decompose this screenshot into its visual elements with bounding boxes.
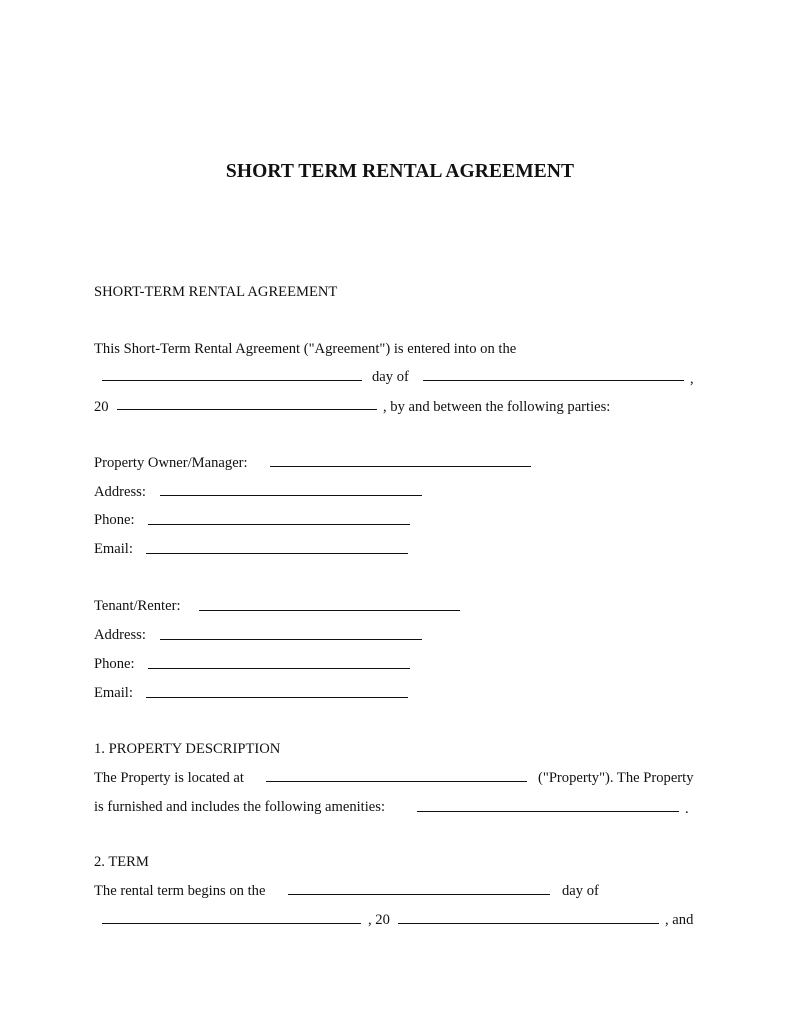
tenant-phone-label: Phone: — [94, 656, 135, 672]
intro-line: This Short-Term Rental Agreement ("Agreement") is entered into on the — [94, 341, 517, 357]
section1-period: . — [685, 801, 689, 817]
property-address-blank[interactable] — [266, 781, 527, 782]
amenities-blank[interactable] — [417, 811, 679, 812]
section2-year-prefix: , 20 — [368, 912, 390, 928]
owner-phone-label: Phone: — [94, 512, 135, 528]
term-start-day-blank[interactable] — [288, 894, 550, 895]
tenant-label: Tenant/Renter: — [94, 598, 181, 614]
section2-and: , and — [665, 912, 694, 928]
intro-year-prefix: 20 — [94, 399, 109, 415]
intro-year-blank[interactable] — [117, 409, 377, 410]
tenant-email-label: Email: — [94, 685, 133, 701]
tenant-phone-blank[interactable] — [148, 668, 410, 669]
document-title: SHORT TERM RENTAL AGREEMENT — [225, 161, 575, 182]
intro-month-blank[interactable] — [423, 380, 684, 381]
section1-property-tail: ("Property"). The Property — [538, 770, 694, 786]
intro-comma: , — [690, 371, 694, 387]
intro-day-of-label: day of — [372, 369, 409, 385]
term-start-month-blank[interactable] — [102, 923, 361, 924]
owner-label: Property Owner/Manager: — [94, 455, 248, 471]
section2-day-of-label: day of — [562, 883, 599, 899]
owner-address-blank[interactable] — [160, 495, 422, 496]
section1-heading: 1. PROPERTY DESCRIPTION — [94, 741, 281, 757]
tenant-address-blank[interactable] — [160, 639, 422, 640]
agreement-subtitle: SHORT-TERM RENTAL AGREEMENT — [94, 284, 338, 300]
section1-furnished-text: is furnished and includes the following amenities: — [94, 799, 386, 815]
tenant-address-label: Address: — [94, 627, 146, 643]
term-start-year-blank[interactable] — [398, 923, 659, 924]
owner-email-blank[interactable] — [146, 553, 408, 554]
tenant-email-blank[interactable] — [146, 697, 408, 698]
owner-email-label: Email: — [94, 541, 133, 557]
intro-parties-text: , by and between the following parties: — [383, 399, 611, 415]
section2-heading: 2. TERM — [94, 854, 149, 870]
owner-address-label: Address: — [94, 484, 146, 500]
owner-phone-blank[interactable] — [148, 524, 410, 525]
section1-located-text: The Property is located at — [94, 770, 244, 786]
section2-begins-text: The rental term begins on the — [94, 883, 266, 899]
tenant-name-blank[interactable] — [199, 610, 460, 611]
owner-name-blank[interactable] — [270, 466, 531, 467]
intro-day-blank[interactable] — [102, 380, 362, 381]
